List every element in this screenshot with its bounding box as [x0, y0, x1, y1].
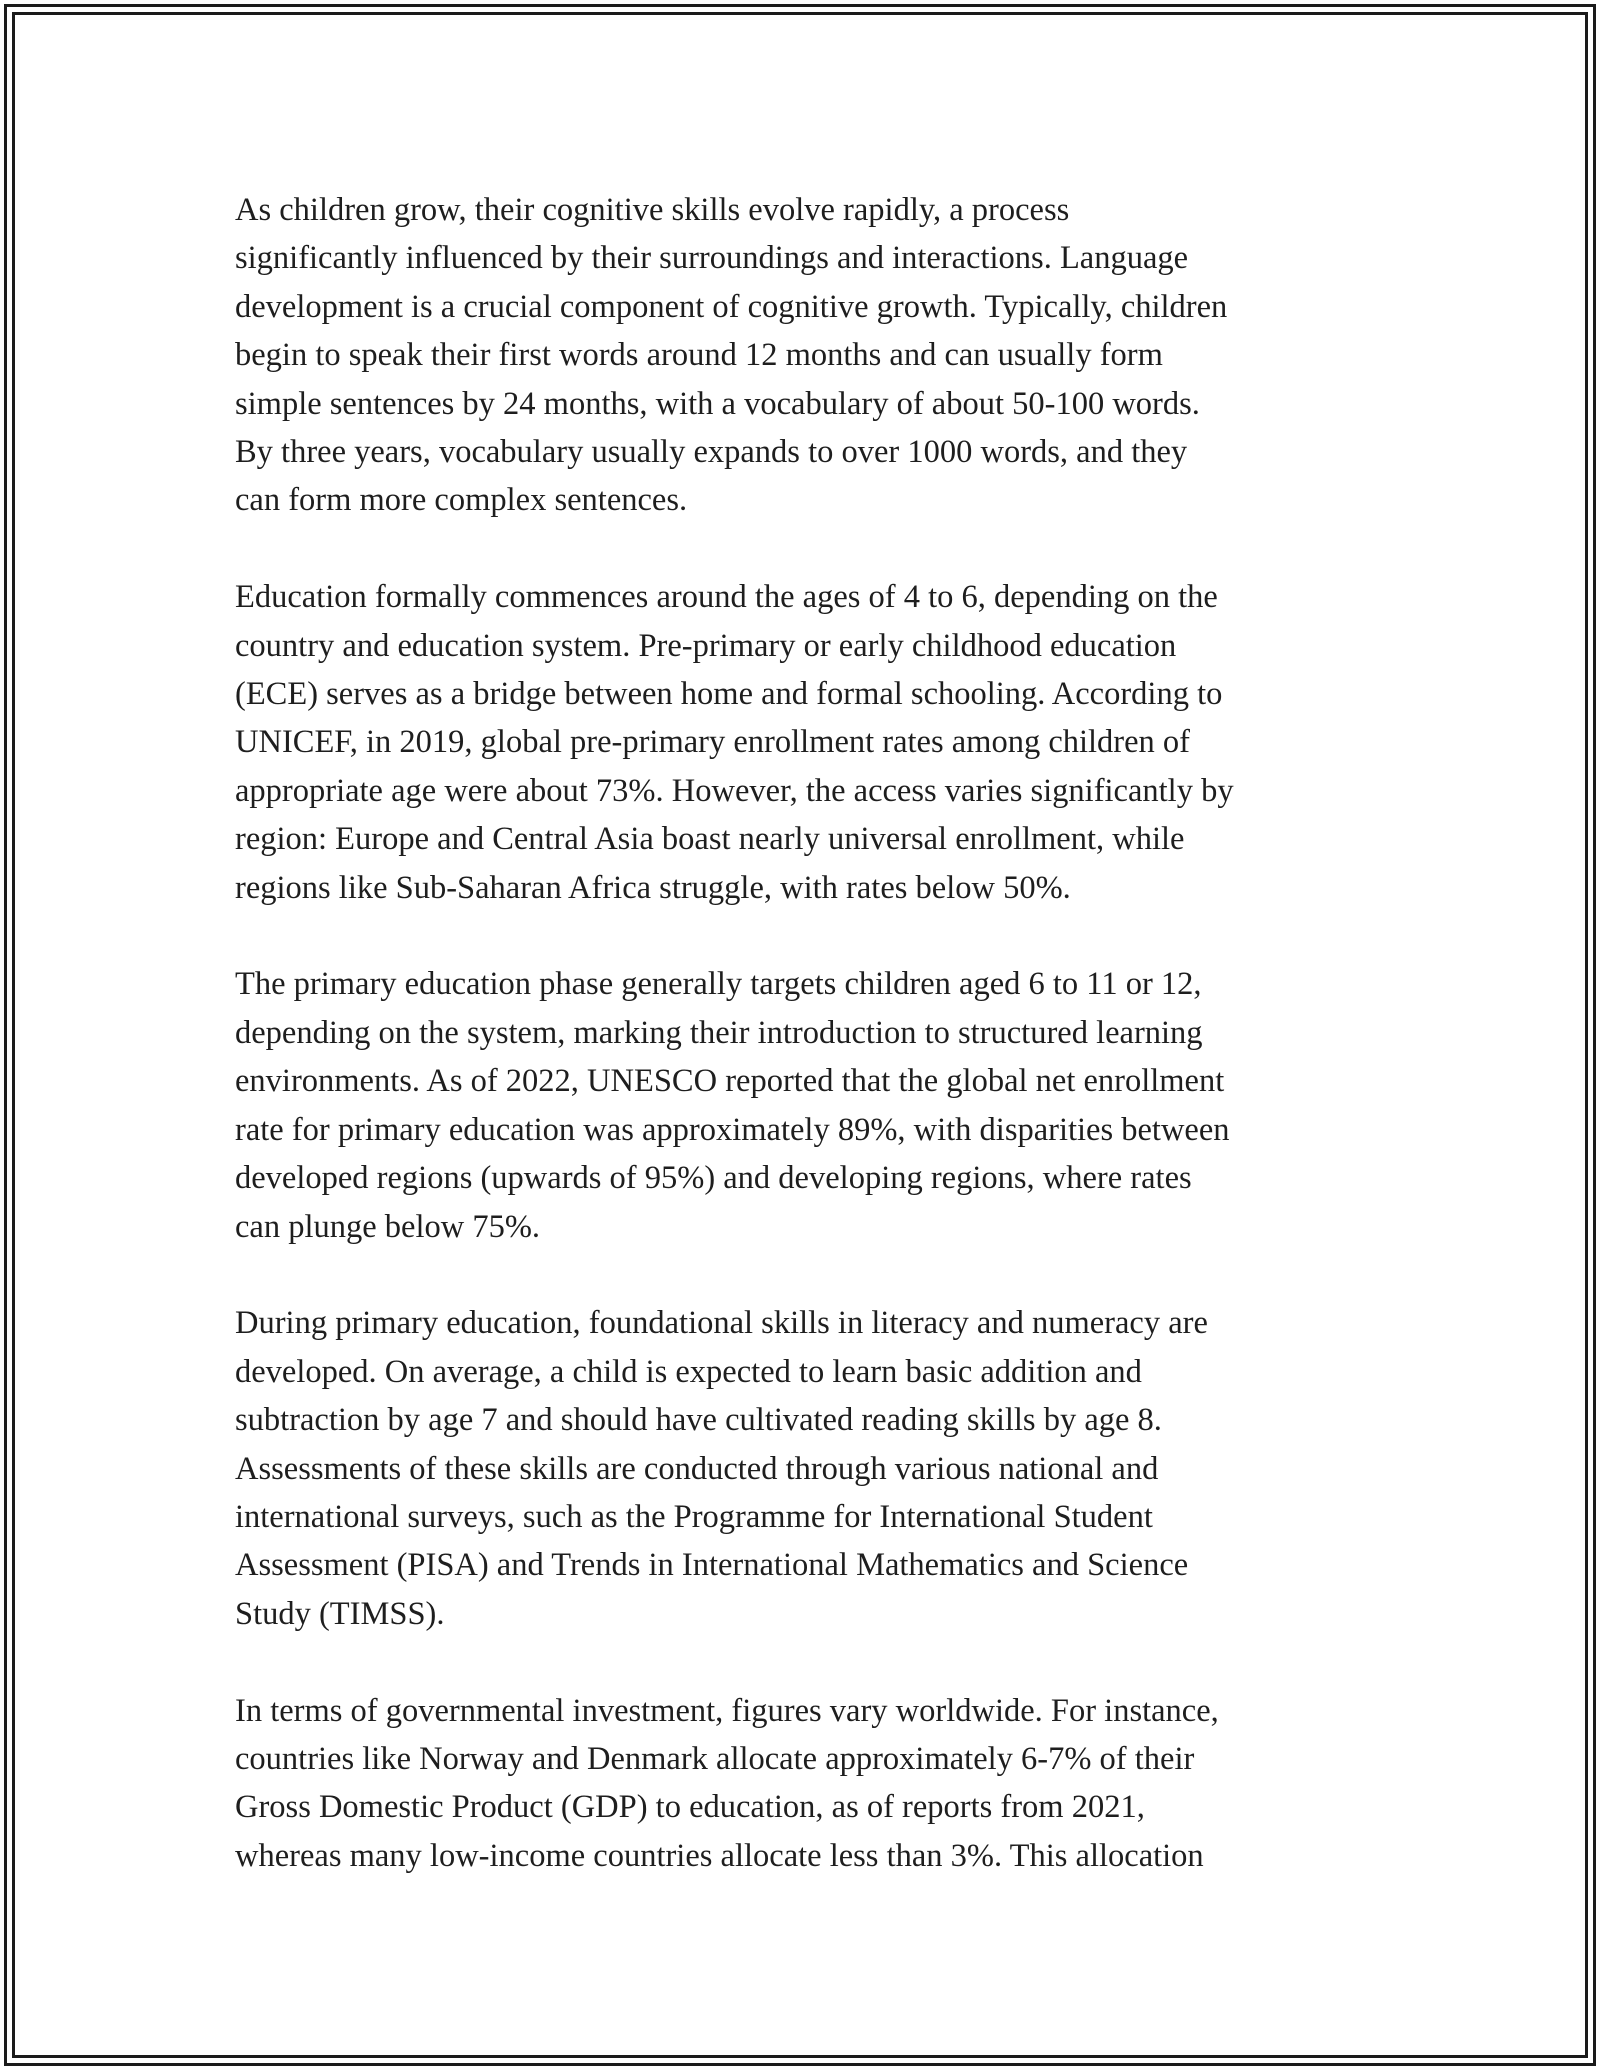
text-line: environments. As of 2022, UNESCO reported that the global net enrollment — [235, 1063, 1225, 1100]
text-line: significantly influenced by their surroundings and interactions. Language — [235, 240, 1189, 277]
text-line: region: Europe and Central Asia boast nearly universal enrollment, while — [235, 821, 1185, 858]
text-line: can plunge below 75%. — [235, 1208, 541, 1245]
text-line: Study (TIMSS). — [235, 1595, 445, 1632]
text-line: Education formally commences around the ages of 4 to 6, depending on the — [235, 579, 1218, 616]
text-line: development is a crucial component of cognitive growth. Typically, children — [235, 288, 1228, 325]
text-line: international surveys, such as the Programme for International Student — [235, 1498, 1153, 1535]
text-line: depending on the system, marking their introduction to structured learning — [235, 1014, 1203, 1051]
text-line: subtraction by age 7 and should have cultivated reading skills by age 8. — [235, 1402, 1162, 1439]
text-line: Gross Domestic Product (GDP) to education, as of reports from 2021, — [235, 1789, 1145, 1826]
text-line: begin to speak their first words around 12 months and can usually form — [235, 337, 1163, 374]
text-line: developed. On average, a child is expected to learn basic addition and — [235, 1353, 1142, 1390]
text-line: (ECE) serves as a bridge between home and formal schooling. According to — [235, 676, 1223, 713]
text-line: country and education system. Pre-primary or early childhood education — [235, 627, 1177, 664]
text-line: In terms of governmental investment, figures vary worldwide. For instance, — [235, 1692, 1219, 1729]
text-line: rate for primary education was approximately 89%, with disparities between — [235, 1111, 1230, 1148]
paragraph-3 — [235, 960, 1385, 1250]
text-line: appropriate age were about 73%. However, the access varies significantly by — [235, 772, 1234, 809]
paragraph-1 — [235, 186, 1385, 525]
text-line: countries like Norway and Denmark allocate approximately 6-7% of their — [235, 1740, 1195, 1777]
text-line: can form more complex sentences. — [235, 482, 688, 519]
text-line: By three years, vocabulary usually expands to over 1000 words, and they — [235, 434, 1188, 471]
text-line: simple sentences by 24 months, with a vocabulary of about 50-100 words. — [235, 385, 1200, 422]
paragraph-5 — [235, 1687, 1385, 1881]
text-line: The primary education phase generally targets children aged 6 to 11 or 12, — [235, 966, 1202, 1003]
text-line: As children grow, their cognitive skills evolve rapidly, a process — [235, 192, 1070, 228]
text-line: Assessment (PISA) and Trends in International Mathematics and Science — [235, 1547, 1189, 1584]
text-line: During primary education, foundational skills in literacy and numeracy are — [235, 1305, 1208, 1342]
paragraph-4 — [235, 1299, 1385, 1638]
paragraph-2 — [235, 573, 1385, 912]
text-line: whereas many low-income countries allocate less than 3%. This allocation — [235, 1837, 1204, 1874]
text-line: Assessments of these skills are conducted through various national and — [235, 1450, 1159, 1487]
text-line: developed regions (upwards of 95%) and developing regions, where rates — [235, 1160, 1192, 1197]
document-body — [235, 186, 1385, 1880]
text-line: regions like Sub-Saharan Africa struggle, with rates below 50%. — [235, 869, 1071, 906]
text-line: UNICEF, in 2019, global pre-primary enrollment rates among children of — [235, 724, 1191, 761]
